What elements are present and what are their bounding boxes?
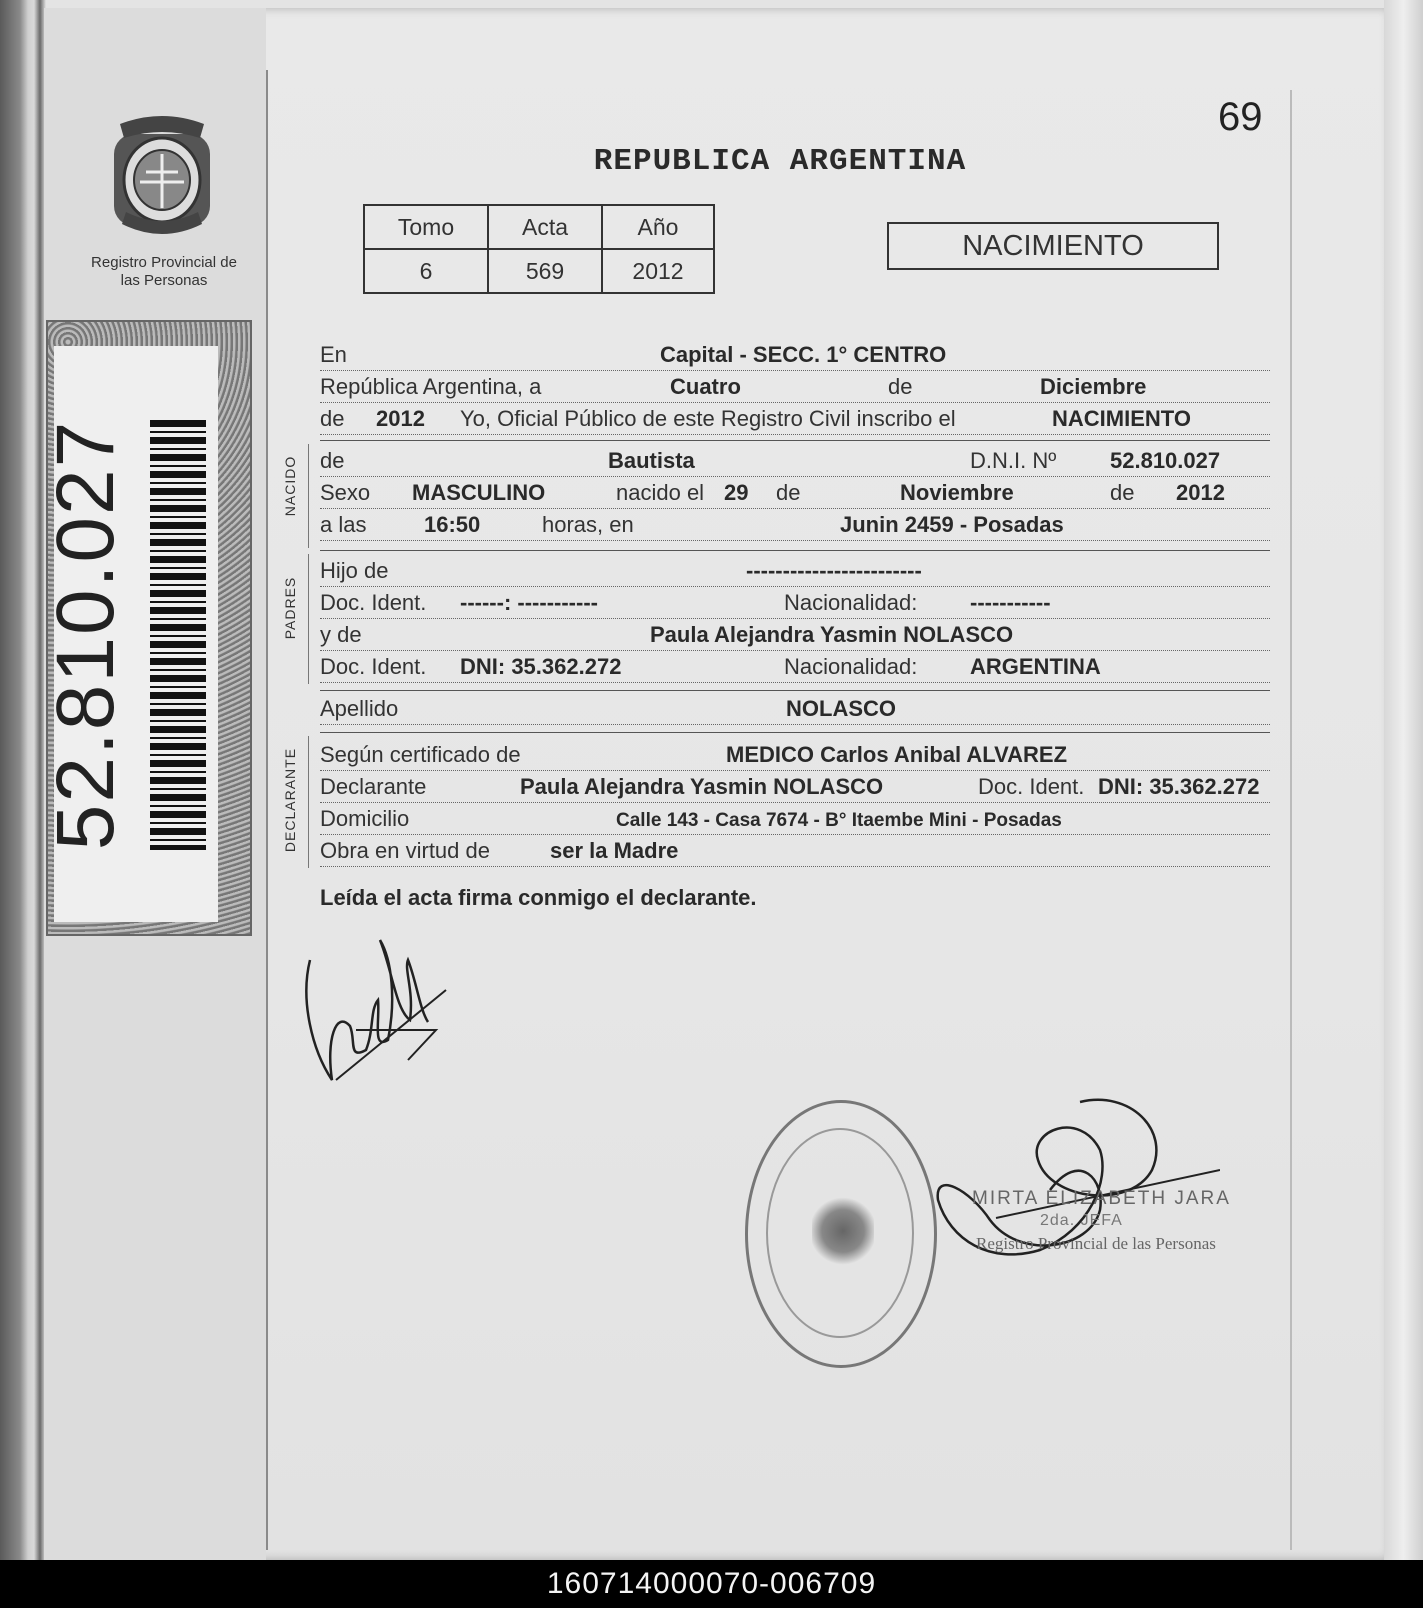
label-nacionalidad2: Nacionalidad: (784, 654, 918, 679)
document-heading: REPUBLICA ARGENTINA (593, 144, 967, 179)
acta-type-box: NACIMIENTO (887, 222, 1219, 270)
section-padres: PADRES (282, 576, 298, 640)
declarant-signature (296, 930, 456, 1110)
section-nacido: NACIDO (282, 455, 298, 517)
rule-3 (320, 690, 1270, 691)
section-declarante: DECLARANTE (282, 747, 298, 853)
register-table (363, 204, 715, 294)
acta-header: Acta (488, 205, 602, 249)
label-de3: de (320, 448, 345, 473)
label-yo-oficial: Yo, Oficial Público de este Registro Civil inscribo el (460, 406, 956, 431)
value-dia-inscripcion: Cuatro (670, 374, 741, 399)
anio-header: Año (602, 205, 714, 249)
value-tipo-inscripcion: NACIMIENTO (1052, 406, 1191, 431)
label-obra-en-virtud: Obra en virtud de (320, 838, 490, 863)
line-certificado (320, 740, 1270, 771)
rule-1 (320, 440, 1270, 441)
closing-statement: Leída el acta firma conmigo el declarante. (320, 885, 757, 910)
page-number: 69 (1218, 95, 1263, 139)
line-domicilio (320, 804, 1270, 835)
value-padre-doc: ------: ----------- (460, 590, 598, 615)
label-y-de: y de (320, 622, 362, 647)
value-sexo: MASCULINO (412, 480, 546, 505)
value-lugar: Capital - SECC. 1° CENTRO (660, 342, 947, 367)
label-dni: D.N.I. Nº (970, 448, 1057, 473)
rule-2 (320, 550, 1270, 551)
line-declarante (320, 772, 1270, 803)
official-office: Registro Provincial de las Personas (976, 1234, 1216, 1253)
label-de5: de (1110, 480, 1135, 505)
value-padre: ------------------------ (746, 558, 922, 583)
label-nacido-el: nacido el (616, 480, 705, 505)
official-role: 2da. JEFA (1040, 1212, 1123, 1229)
label-declarante: Declarante (320, 774, 427, 799)
value-obra-en-virtud: ser la Madre (550, 838, 679, 863)
line-madre-doc (320, 652, 1270, 683)
label-doc-ident3: Doc. Ident. (978, 774, 1085, 799)
nacido-brace (308, 444, 309, 548)
line-fecha-inscripcion (320, 372, 1270, 403)
register-header-row (364, 205, 714, 249)
label-segun-certificado: Según certificado de (320, 742, 521, 767)
label-domicilio: Domicilio (320, 806, 410, 831)
official-name: MIRTA ELIZABETH JARA (972, 1188, 1231, 1209)
line-apellido (320, 694, 1270, 725)
declarante-brace (308, 736, 309, 868)
label-nacionalidad: Nacionalidad: (784, 590, 918, 615)
value-lugar-nacimiento: Junin 2459 - Posadas (840, 512, 1064, 537)
line-nombre (320, 446, 1270, 477)
value-declarante: Paula Alejandra Yasmin NOLASCO (520, 774, 884, 799)
value-mes-inscripcion: Diciembre (1040, 374, 1147, 399)
value-nombre: Bautista (608, 448, 695, 473)
label-de4: de (776, 480, 801, 505)
label-a-las: a las (320, 512, 367, 537)
label-hijo-de: Hijo de (320, 558, 389, 583)
line-obra-en-virtud (320, 836, 1270, 867)
line-madre (320, 620, 1270, 651)
tomo-header: Tomo (364, 205, 488, 249)
padres-brace (308, 554, 309, 684)
anio-value: 2012 (602, 249, 714, 293)
line-hora (320, 510, 1270, 541)
registry-seal-icon (100, 112, 224, 248)
label-de: de (888, 374, 913, 399)
footer-code: 160714000070-006709 (0, 1560, 1423, 1608)
line-sexo (320, 478, 1270, 509)
barcode-number: 52.810.027 (40, 419, 131, 851)
barcode-bars (150, 420, 206, 850)
label-apellido: Apellido (320, 696, 399, 721)
official-signature (930, 1090, 1220, 1330)
registry-logo-text: Registro Provincial de las Personas (91, 254, 237, 289)
value-dia-nacimiento: 29 (724, 480, 749, 505)
margin-rule (266, 70, 268, 1550)
value-anio-inscripcion: 2012 (376, 406, 425, 431)
value-mes-nacimiento: Noviembre (900, 480, 1014, 505)
rule-4 (320, 732, 1270, 733)
value-anio-nacimiento: 2012 (1176, 480, 1225, 505)
value-madre-nacionalidad: ARGENTINA (970, 654, 1101, 679)
line-inscripcion (320, 404, 1270, 435)
label-republica: República Argentina, a (320, 374, 542, 399)
line-padre-doc (320, 588, 1270, 619)
stamp-emblem (812, 1196, 874, 1266)
value-madre-doc: DNI: 35.362.272 (460, 654, 622, 679)
label-en: En (320, 342, 347, 367)
value-certificado: MEDICO Carlos Anibal ALVAREZ (726, 742, 1068, 767)
label-de2: de (320, 406, 345, 431)
register-value-row (364, 249, 714, 293)
acta-value: 569 (488, 249, 602, 293)
tomo-value: 6 (364, 249, 488, 293)
value-domicilio: Calle 143 - Casa 7674 - B° Itaembe Mini - Posadas (616, 810, 1062, 831)
page-right-edge (1290, 90, 1292, 1550)
line-lugar (320, 340, 1270, 371)
label-doc-ident: Doc. Ident. (320, 590, 427, 615)
label-sexo: Sexo (320, 480, 371, 505)
label-doc-ident2: Doc. Ident. (320, 654, 427, 679)
value-madre: Paula Alejandra Yasmin NOLASCO (650, 622, 1014, 647)
value-declarante-doc: DNI: 35.362.272 (1098, 774, 1260, 799)
value-apellido: NOLASCO (786, 696, 896, 721)
value-hora: 16:50 (424, 512, 481, 537)
line-hijo-de (320, 556, 1270, 587)
value-padre-nacionalidad: ----------- (970, 590, 1051, 615)
next-page-edge (1384, 0, 1423, 1560)
value-dni: 52.810.027 (1110, 448, 1221, 473)
label-horas-en: horas, en (542, 512, 634, 537)
